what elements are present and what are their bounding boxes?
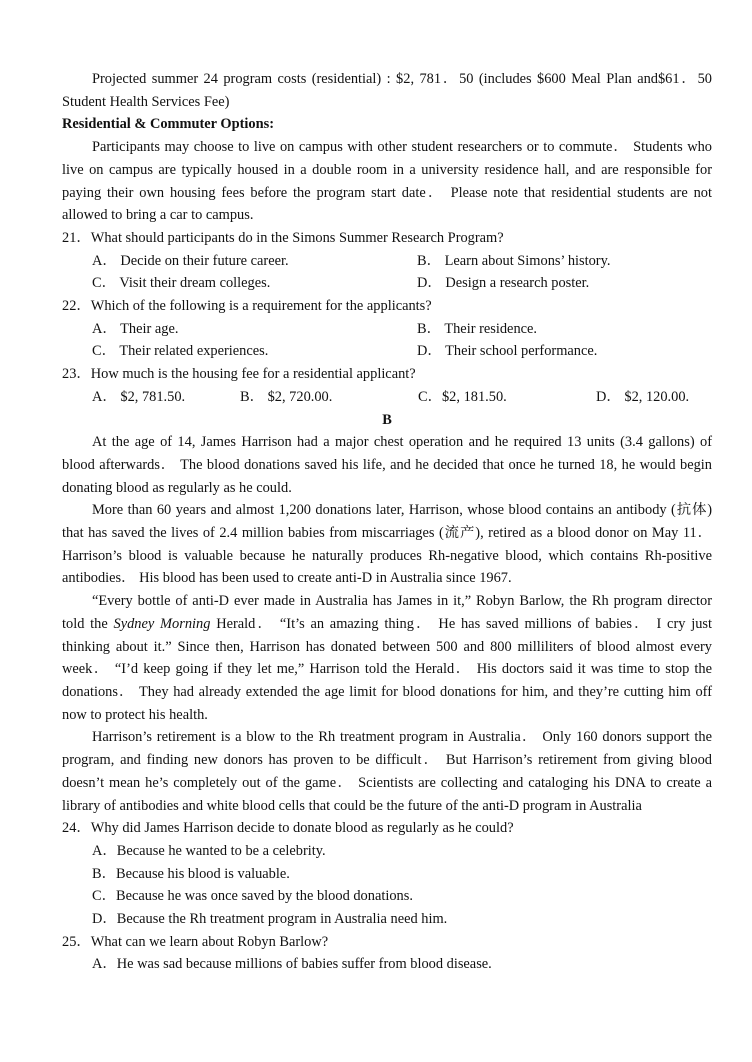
question-22 bbox=[62, 295, 712, 363]
question-23 bbox=[62, 363, 712, 408]
program-costs: Projected summer 24 program costs (residential) : $2, 781．50 (includes $600 Meal Plan and$61．50 Student Health Services Fee) bbox=[62, 71, 712, 110]
option-d: D． $2, 120.00. bbox=[596, 388, 690, 405]
options bbox=[62, 386, 712, 409]
residential-heading: Residential & Commuter Options: bbox=[62, 116, 274, 133]
option-c: C． Visit their dream colleges. bbox=[92, 275, 271, 292]
option-c: C．Because he was once saved by the blood donations. bbox=[92, 888, 413, 905]
passage-paragraph-4: Harrison’s retirement is a blow to the Rh treatment program in Australia． Only 160 donors support the program, and finding new donors has proven to be difficult． But Harrison’s retirement from giving blood doesn’t mean he’s completely out of the game． Scientists are collecting and cataloging his DNA to create a library of antibodies and white blood cells that could be the future of the anti-D program in Australia bbox=[62, 729, 712, 814]
question-stem: 24．Why did James Harrison decide to donate blood as regularly as he could? bbox=[62, 820, 514, 837]
newspaper-name-italic: Sydney Morning bbox=[113, 615, 211, 632]
question-25 bbox=[62, 931, 712, 976]
passage-paragraph-2: More than 60 years and almost 1,200 donations later, Harrison, whose blood contains an antibody (抗体) that has saved the lives of 2.4 million babies from miscarriages (流产), retired as a blood donor on May 11． Harrison’s blood is valuable because he naturally produces Rh-negative blood, which contains Rh-positive antibodies． His blood has been used to create anti-D in Australia since 1967. bbox=[62, 502, 712, 587]
options bbox=[62, 250, 712, 295]
question-stem: 21．What should participants do in the Simons Summer Research Program? bbox=[62, 229, 504, 246]
question-21 bbox=[62, 227, 712, 295]
option-b: B．Because his blood is valuable. bbox=[92, 865, 290, 882]
option-a: A． Decide on their future career. bbox=[92, 252, 289, 269]
question-24 bbox=[62, 817, 712, 931]
option-d: D． Design a research poster. bbox=[417, 275, 590, 292]
passage-paragraph-3 bbox=[62, 590, 712, 726]
option-d: D． Their school performance. bbox=[417, 343, 598, 360]
passage-paragraph-1: At the age of 14, James Harrison had a major chest operation and he required 13 units (3.4 gallons) of blood afterwards． The blood donations saved his life, and he decided that once he turned 18, he would begin donating blood as regularly as he could. bbox=[62, 434, 712, 496]
options bbox=[62, 318, 712, 363]
residential-paragraph: Participants may choose to live on campus with other student researchers or to commute． Students who live on campus are typically housed in a double room in a university residence hall, and are responsible for paying their own housing fees before the program start date． Please note that residential students are not allowed to bring a car to campus. bbox=[62, 139, 712, 224]
option-a: A． $2, 781.50. bbox=[92, 388, 186, 405]
section-b-title: B bbox=[382, 411, 392, 428]
option-c: C．$2, 181.50. bbox=[418, 388, 507, 405]
option-a: A．Because he wanted to be a celebrity. bbox=[92, 842, 326, 859]
option-b: B． Their residence. bbox=[417, 320, 538, 337]
option-b: B． Learn about Simons’ history. bbox=[417, 252, 611, 269]
option-a: A． Their age. bbox=[92, 320, 179, 337]
option-b: B． $2, 720.00. bbox=[240, 388, 333, 405]
question-stem: 25．What can we learn about Robyn Barlow? bbox=[62, 933, 329, 950]
option-d: D．Because the Rh treatment program in Australia need him. bbox=[92, 911, 448, 928]
page-content bbox=[62, 68, 712, 976]
paragraph-3-rest: Herald． “It’s an amazing thing． He has saved millions of babies． I cry just thinking about it.” Since then, Harrison has donated between 500 and 800 milliliters of blood almost every week． “I’d keep going if they let me,” Harrison told the Herald． His doctors said it was time to stop the donations． They had already extended the age limit for blood donations for him, and they’re cutting him off now to protect his health. bbox=[62, 615, 713, 723]
paragraph-3-start: “Every bottle of anti-D ever made in Australia has James in it,” Robyn Barlow, the Rh program director told the bbox=[62, 593, 712, 632]
question-stem: 23．How much is the housing fee for a residential applicant? bbox=[62, 366, 416, 383]
question-stem: 22．Which of the following is a requirement for the applicants? bbox=[62, 298, 432, 315]
option-c: C． Their related experiences. bbox=[92, 343, 269, 360]
option-a: A．He was sad because millions of babies suffer from blood disease. bbox=[92, 956, 492, 973]
